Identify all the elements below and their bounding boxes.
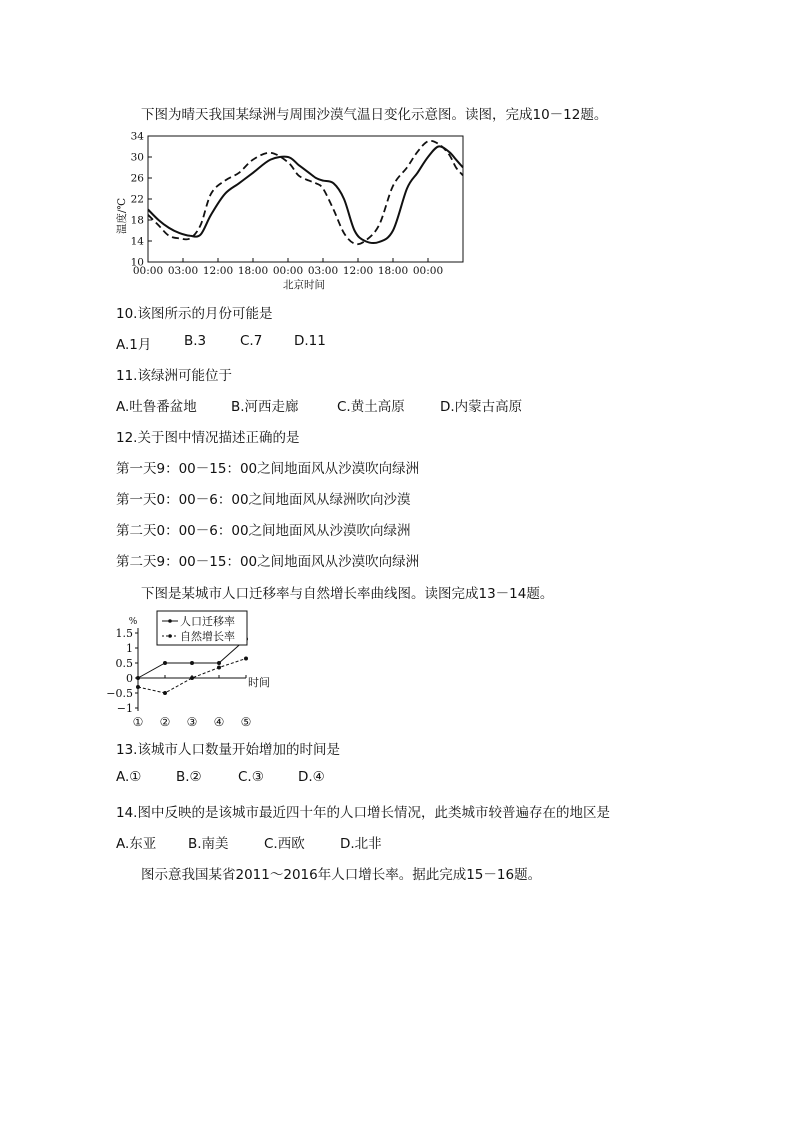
chart1-frame [148, 136, 463, 262]
chart2-natural-point [190, 676, 194, 680]
chart2-y-ticks [106, 627, 138, 715]
chart2-natural-point [244, 657, 248, 661]
q14-option-d[interactable]: D.北非 [340, 836, 382, 852]
chart2-x-label: 时间 [248, 676, 270, 689]
chart1-y-tick-label: 18 [130, 214, 144, 227]
q12-option-b[interactable]: 第一天0：00－6：00之间地面风从绿洲吹向沙漠 [116, 492, 411, 508]
chart2-natural-point [163, 691, 167, 695]
chart1-y-tick-label: 10 [130, 256, 144, 269]
chart2-category-label: ④ [213, 715, 225, 729]
chart1-y-tick-label: 26 [130, 172, 144, 185]
chart1-y-ticks [131, 131, 152, 269]
q12-option-d[interactable]: 第二天9：00－15：00之间地面风从沙漠吹向绿洲 [116, 554, 420, 570]
q13-option-a[interactable]: A.① [116, 769, 142, 785]
q10-option-c[interactable]: C.7 [240, 333, 263, 349]
q11-options [116, 395, 522, 415]
chart2-legend [157, 611, 247, 645]
chart2-y-tick-label: 1.5 [115, 627, 133, 640]
chart1-x-tick-label: 12:00 [202, 265, 234, 277]
chart1-x-ticks [130, 256, 444, 277]
chart1-y-tick-label: 30 [130, 151, 144, 164]
temperature-chart [108, 128, 478, 298]
section3-intro: 图示意我国某省2011～2016年人口增长率。据此完成15－16题。 [141, 867, 542, 883]
chart2-migration-point [217, 661, 221, 665]
q10-options [116, 333, 326, 353]
legend-natural: 自然增长率 [180, 630, 235, 643]
q14-option-a[interactable]: A.东亚 [116, 836, 157, 852]
chart1-x-tick-label: 03:00 [167, 265, 199, 277]
chart1-x-tick-label: 18:00 [237, 265, 269, 277]
q10-option-a[interactable]: A.1月 [116, 337, 152, 353]
chart2-natural-point [136, 685, 140, 689]
q11-option-d[interactable]: D.内蒙古高原 [440, 399, 523, 415]
q13-option-b[interactable]: B.② [176, 769, 202, 785]
q14-options [116, 832, 382, 852]
q12-stem: 12.关于图中情况描述正确的是 [116, 430, 300, 446]
chart1-series [148, 141, 463, 244]
chart2-category-label: ① [132, 715, 144, 729]
chart1-x-tick-label: 03:00 [307, 265, 339, 277]
chart2-migration-point [163, 661, 167, 665]
chart1-x-tick-label: 00:00 [412, 265, 444, 277]
q13-option-c[interactable]: C.③ [238, 769, 264, 785]
chart1-x-tick-label: 12:00 [342, 265, 374, 277]
section2-intro: 下图是某城市人口迁移率与自然增长率曲线图。读图完成13－14题。 [141, 586, 554, 602]
population-rate-chart [106, 608, 282, 732]
q14-option-c[interactable]: C.西欧 [264, 836, 305, 852]
chart2-y-tick-label: 0.5 [115, 657, 133, 670]
q12-option-a[interactable]: 第一天9：00－15：00之间地面风从沙漠吹向绿洲 [116, 461, 420, 477]
q11-option-a[interactable]: A.吐鲁番盆地 [116, 399, 197, 415]
q11-stem: 11.该绿洲可能位于 [116, 368, 232, 384]
q12-option-c[interactable]: 第二天0：00－6：00之间地面风从沙漠吹向绿洲 [116, 523, 411, 539]
q13-stem: 13.该城市人口数量开始增加的时间是 [116, 742, 340, 758]
chart1-series-solid-line [148, 146, 463, 243]
chart1-axes [148, 136, 463, 262]
chart1-x-tick-label: 00:00 [272, 265, 304, 277]
chart1-y-tick-label: 14 [130, 235, 144, 248]
q13-options [116, 769, 325, 785]
chart2-y-tick-label: −1 [116, 702, 133, 715]
chart1-x-tick-label: 00:00 [132, 265, 164, 277]
q14-option-b[interactable]: B.南美 [188, 836, 229, 852]
chart2-series [136, 637, 248, 695]
q11-option-c[interactable]: C.黄土高原 [337, 399, 405, 415]
q13-option-d[interactable]: D.④ [298, 769, 325, 785]
q10-option-d[interactable]: D.11 [294, 333, 326, 349]
chart2-y-tick-label: −0.5 [106, 687, 133, 700]
chart1-y-label: 温度/℃ [116, 197, 128, 235]
q14-stem: 14.图中反映的是该城市最近四十年的人口增长情况，此类城市较普遍存在的地区是 [116, 805, 610, 821]
q10-option-b[interactable]: B.3 [184, 333, 207, 349]
chart2-migration-point [190, 661, 194, 665]
chart1-y-tick-label: 22 [130, 193, 144, 206]
chart2-migration-point [136, 676, 140, 680]
chart2-unit: % [128, 617, 138, 627]
chart2-categories [133, 675, 252, 729]
chart2-category-label: ② [159, 715, 171, 729]
legend-migration: 人口迁移率 [180, 615, 235, 628]
q10-stem: 10.该图所示的月份可能是 [116, 306, 273, 322]
q11-option-b[interactable]: B.河西走廊 [231, 399, 299, 415]
chart1-x-label: 北京时间 [283, 279, 325, 291]
chart2-category-label: ③ [186, 715, 198, 729]
section1-intro: 下图为晴天我国某绿洲与周围沙漠气温日变化示意图。读图，完成10－12题。 [141, 107, 608, 123]
chart2-y-tick-label: 1 [126, 642, 133, 655]
chart2-y-tick-label: 0 [126, 672, 133, 685]
chart2-category-label: ⑤ [240, 715, 252, 729]
chart1-x-tick-label: 18:00 [377, 265, 409, 277]
chart2-natural-point [217, 666, 221, 670]
chart1-y-tick-label: 34 [130, 130, 144, 143]
chart1-series-dashed-line [148, 141, 463, 244]
